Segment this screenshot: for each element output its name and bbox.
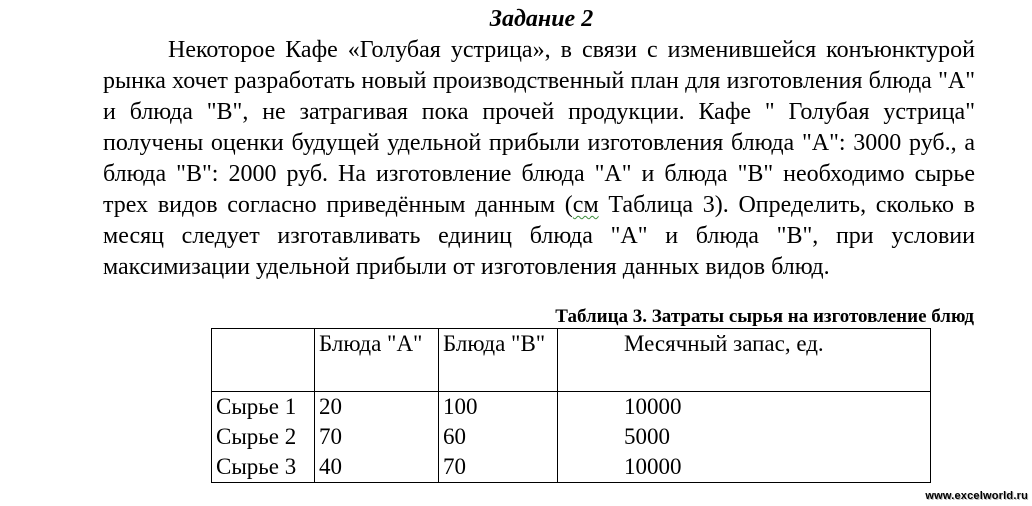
- table-caption: Таблица 3. Затраты сырья на изготовление блюд: [555, 306, 974, 327]
- raw-materials-table: [211, 328, 931, 483]
- paragraph-text-part-2: Таблица 3). Определить, сколько в месяц следует изготавливать единиц блюда "А" и блюда "В", при условии максимизации удельной прибыли от изготовления данных видов блюд.: [103, 192, 975, 280]
- table-row: [212, 452, 931, 483]
- table-row: [212, 422, 931, 452]
- header-dish-a: Блюда "А": [315, 329, 439, 392]
- paragraph-text-part-1: Некоторое Кафе «Голубая устрица», в связи с изменившейся конъюнктурой рынка хочет разработать новый производственный план для изготовления блюда "А" и блюда "В", не затрагивая пока прочей продукции. Кафе " Голубая устрица" получены оценки будущей удельной прибыли изготовления блюда "А": 3000 руб., а блюда "В": 2000 руб. На изготовление блюда "А" и блюда "В" необходимо сырье трех видов согласно приведённым данным (: [103, 37, 975, 218]
- cell-stock: 5000: [558, 422, 931, 452]
- site-watermark: www.excelworld.ru: [925, 490, 1028, 502]
- task-title: Задание 2: [489, 6, 594, 32]
- cell-dish-b: 60: [439, 422, 558, 452]
- header-monthly-stock: Месячный запас, ед.: [558, 329, 931, 392]
- table-header-row: [212, 329, 931, 392]
- cell-stock: 10000: [558, 392, 931, 423]
- row-label: Сырье 2: [212, 422, 315, 452]
- cell-dish-a: 70: [315, 422, 439, 452]
- row-label: Сырье 3: [212, 452, 315, 483]
- cell-stock: 10000: [558, 452, 931, 483]
- row-label: Сырье 1: [212, 392, 315, 423]
- cell-dish-a: 20: [315, 392, 439, 423]
- spellcheck-underlined-word: см: [572, 192, 599, 218]
- header-empty-cell: [212, 329, 315, 392]
- header-dish-b: Блюда "В": [439, 329, 558, 392]
- task-paragraph: [103, 35, 975, 283]
- table-row: [212, 392, 931, 423]
- cell-dish-b: 100: [439, 392, 558, 423]
- cell-dish-a: 40: [315, 452, 439, 483]
- cell-dish-b: 70: [439, 452, 558, 483]
